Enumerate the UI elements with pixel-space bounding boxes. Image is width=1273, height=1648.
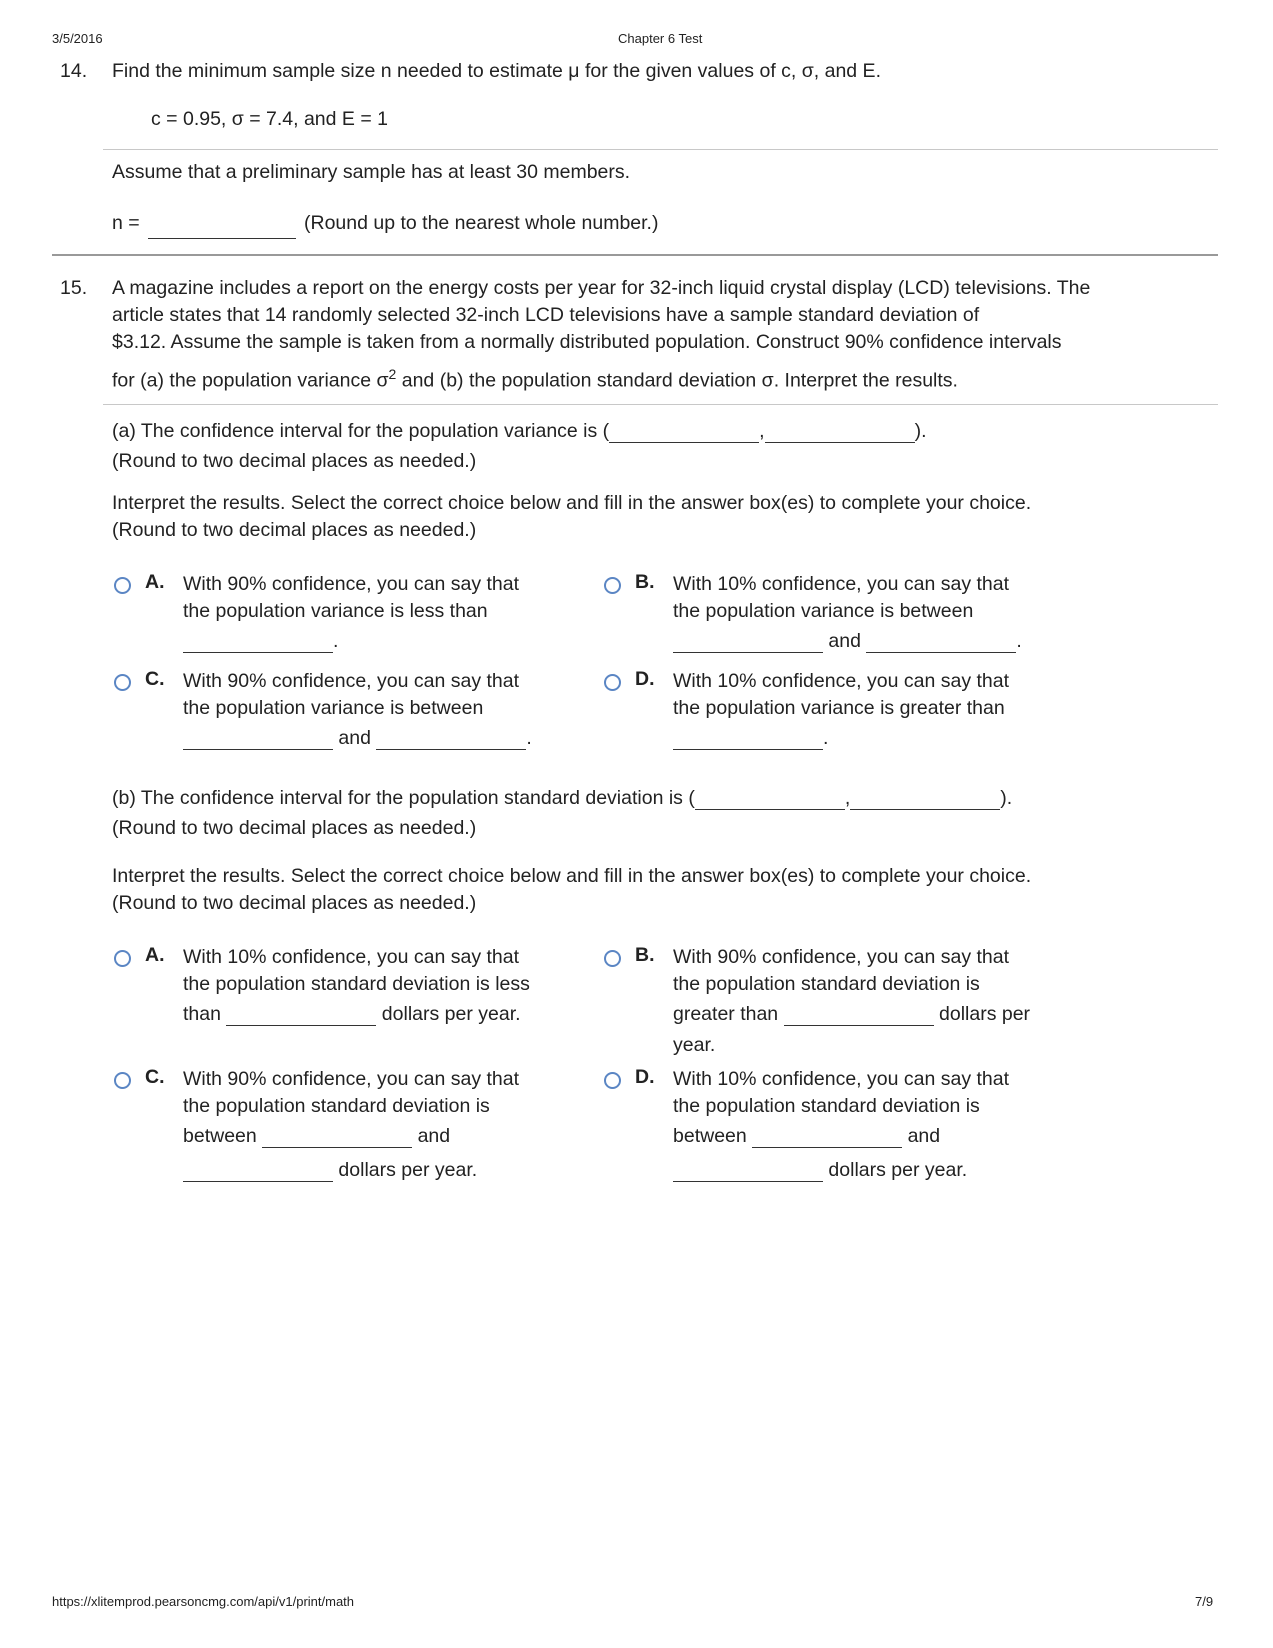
choice-text: greater than [673,1003,779,1025]
part-a-choice-c-radio[interactable] [114,674,131,691]
part-b-choice-a-input[interactable] [226,1005,376,1026]
q15-prompt-line: article states that 14 randomly selected 32-inch LCD televisions have a sample standard deviation of [112,304,980,326]
part-a-ci [112,418,927,445]
comma: , [759,420,765,442]
choice-answer-row [183,1157,477,1184]
page-number: 7/9 [1195,1594,1214,1609]
part-a-choice-b-radio[interactable] [604,577,621,594]
choice-answer-row [183,725,532,752]
choice-text: dollars per year. [338,1159,478,1181]
choice-letter: C. [145,668,165,690]
part-b-choice-a-radio[interactable] [114,950,131,967]
choice-text: With 10% confidence, you can say that [673,670,1010,692]
choice-text: the population standard deviation is [673,973,980,995]
part-a-interpret-round: (Round to two decimal places as needed.) [112,519,477,541]
part-b-choice-d-input-2[interactable] [673,1161,823,1182]
part-b-choice-d-radio[interactable] [604,1072,621,1089]
q15-prompt-line: $3.12. Assume the sample is taken from a normally distributed population. Construct 90% confidence intervals [112,331,1062,353]
choice-answer-row [673,1123,940,1150]
q14-assume: Assume that a preliminary sample has at least 30 members. [112,161,631,183]
source-url: https://xlitemprod.pearsoncmg.com/api/v1/print/math [52,1594,355,1609]
choice-text: the population standard deviation is [673,1095,980,1117]
choice-text: With 90% confidence, you can say that [183,1068,520,1090]
part-a-choice-a-input[interactable] [183,632,333,653]
part-b-choice-d-input-1[interactable] [752,1127,902,1148]
divider [103,404,1218,405]
part-b-upper-input[interactable] [850,789,1000,810]
choice-text: dollars per [939,1003,1031,1025]
comma: , [844,787,851,809]
part-b-choice-c-radio[interactable] [114,1072,131,1089]
choice-text: dollars per year. [828,1159,968,1181]
choice-text: With 90% confidence, you can say that [183,573,520,595]
choice-text: and [417,1125,451,1147]
q15-prompt-line-last [112,361,958,395]
choice-text: the population standard deviation is [183,1095,490,1117]
superscript: 2 [388,366,397,382]
question-divider [52,254,1218,256]
part-a-choice-d-radio[interactable] [604,674,621,691]
choice-answer-row [673,1157,967,1184]
choice-letter: D. [635,668,655,690]
choice-letter: A. [145,944,165,966]
part-a-upper-input[interactable] [765,422,915,443]
part-a-choice-c-input-1[interactable] [183,729,333,750]
choice-text: the population variance is between [673,600,974,622]
choice-mid: and [338,727,371,749]
q14-number: 14. [60,60,88,82]
part-b-choice-c-input-2[interactable] [183,1161,333,1182]
close-paren: ). [914,420,927,442]
choice-letter: B. [635,944,655,966]
part-b-lower-input[interactable] [695,789,845,810]
q14-answer-input[interactable] [148,218,296,239]
choice-text: With 90% confidence, you can say that [183,670,520,692]
part-b-ci-label: (b) The confidence interval for the population standard deviation is ( [112,787,695,809]
choice-text: With 90% confidence, you can say that [673,946,1010,968]
part-a-choice-a-radio[interactable] [114,577,131,594]
part-a-interpret: Interpret the results. Select the correct choice below and fill in the answer box(es) to complete your choice. [112,492,1032,514]
choice-letter: C. [145,1066,165,1088]
choice-end: . [526,727,532,749]
choice-answer-row [673,628,1022,655]
part-b-choice-c-input-1[interactable] [262,1127,412,1148]
q14-answer-note: (Round up to the nearest whole number.) [304,212,659,234]
q15-prompt-line: A magazine includes a report on the energy costs per year for 32-inch liquid crystal display (LCD) televisions. The [112,277,1091,299]
q14-prompt: Find the minimum sample size n needed to estimate μ for the given values of c, σ, and E. [112,60,881,82]
part-a-choice-b-input-1[interactable] [673,632,823,653]
q15-number: 15. [60,277,88,299]
choice-end: . [333,630,339,652]
q14-answer-label: n = [112,212,140,234]
choice-mid: and [828,630,861,652]
part-a-lower-input[interactable] [609,422,759,443]
choice-text: the population variance is between [183,697,484,719]
print-date: 3/5/2016 [52,31,103,46]
close-paren: ). [1000,787,1013,809]
part-b-ci [112,785,1012,812]
choice-text: With 10% confidence, you can say that [183,946,520,968]
choice-letter: B. [635,571,655,593]
choice-text: With 10% confidence, you can say that [673,573,1010,595]
choice-text: the population variance is greater than [673,697,1005,719]
choice-answer-row [183,628,338,655]
choice-letter: A. [145,571,165,593]
choice-text: year. [673,1034,716,1056]
choice-text: dollars per year. [381,1003,521,1025]
choice-answer-row [673,725,828,752]
page-title: Chapter 6 Test [618,31,703,46]
choice-text: the population standard deviation is less [183,973,530,995]
choice-letter: D. [635,1066,655,1088]
part-b-round-note: (Round to two decimal places as needed.) [112,817,477,839]
choice-text: between [183,1125,257,1147]
part-a-choice-b-input-2[interactable] [866,632,1016,653]
divider [103,149,1218,150]
choice-answer-row [183,1123,450,1150]
choice-answer-row [183,1001,521,1028]
q15-prompt-text: and (b) the population standard deviation σ. Interpret the results. [396,369,958,392]
part-b-interpret-round: (Round to two decimal places as needed.) [112,892,477,914]
choice-end: . [1016,630,1022,652]
q15-prompt-text: for (a) the population variance σ [112,369,389,392]
part-b-interpret: Interpret the results. Select the correct choice below and fill in the answer box(es) to complete your choice. [112,865,1032,887]
q14-given: c = 0.95, σ = 7.4, and E = 1 [151,108,388,130]
choice-text: than [183,1003,221,1025]
part-a-ci-label: (a) The confidence interval for the population variance is ( [112,420,610,442]
part-a-choice-c-input-2[interactable] [376,729,526,750]
choice-end: . [823,727,829,749]
part-b-choice-b-radio[interactable] [604,950,621,967]
choice-text: and [907,1125,941,1147]
part-b-choice-b-input[interactable] [784,1005,934,1026]
choice-answer-row [673,1001,1030,1028]
choice-text: the population variance is less than [183,600,488,622]
part-a-round-note: (Round to two decimal places as needed.) [112,450,477,472]
choice-text: With 10% confidence, you can say that [673,1068,1010,1090]
choice-text: between [673,1125,747,1147]
part-a-choice-d-input[interactable] [673,729,823,750]
